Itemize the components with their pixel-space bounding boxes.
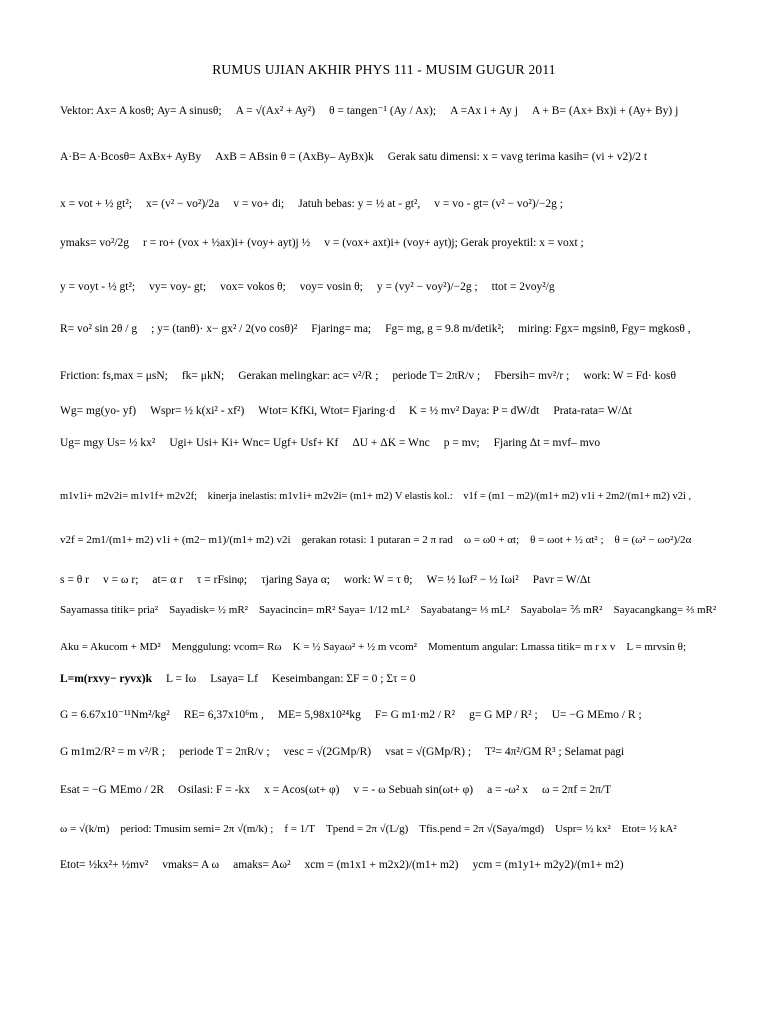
formula: s = θ r <box>60 574 89 586</box>
formula: ycm = (m1y1+ m2y2)/(m1+ m2) <box>472 859 624 871</box>
formula-line <box>60 490 728 504</box>
formula: Prata-rata= W/Δt <box>553 405 632 417</box>
formula: a = -ω² x <box>487 784 528 796</box>
formula-line <box>60 603 728 617</box>
formula-line <box>60 436 728 450</box>
formula: kinerja inelastis: m1v1i+ m2v2i= (m1+ m2) V elastis kol.: <box>207 491 453 502</box>
formula-line <box>60 236 728 250</box>
formula: Momentum angular: Lmassa titik= m r x v <box>427 641 616 653</box>
formula-line <box>60 104 728 118</box>
formula: p = mv; <box>443 437 480 449</box>
formula: θ = (ω² − ωo²)/2α <box>614 534 692 546</box>
formula-line <box>60 672 728 686</box>
formula-line <box>60 822 728 836</box>
formula: Fjaring Δt = mvf– mvo <box>493 437 601 449</box>
formula: x= (v² − vo²)/2a <box>146 198 220 210</box>
formula-line <box>60 150 728 164</box>
formula: L = Iω <box>166 673 197 685</box>
formula: periode T= 2πR/v ; <box>392 370 481 382</box>
formula: ΔU + ΔK = Wnc <box>352 437 430 449</box>
formula: RE= 6,37x10⁶m , <box>183 709 264 721</box>
formula: Wtot= KfKi, Wtot= Fjaring·d <box>258 405 395 417</box>
formula: F= G m1·m2 / R² <box>374 709 456 721</box>
formula: W= ½ Iωf² − ½ Iωi² <box>426 574 519 586</box>
formula: Lsaya= Lf <box>210 673 258 685</box>
formula: vox= vokos θ; <box>220 281 286 293</box>
formula: v2f = 2m1/(m1+ m2) v1i + (m2− m1)/(m1+ m2) v2i <box>60 534 291 546</box>
formula: Wspr= ½ k(xi² - xf²) <box>150 405 245 417</box>
formula: periode T = 2πR/v ; <box>179 746 270 758</box>
formula: Sayacangkang= ⅔ mR² <box>613 604 717 616</box>
formula: vmaks= A ω <box>162 859 220 871</box>
formula: work: W = τ θ; <box>343 574 413 586</box>
formula: r = ro+ (vox + ½ax)i+ (voy+ ayt)j ½ <box>143 237 311 249</box>
formula: ; y= (tanθ)· x− gx² / 2(vo cosθ)² <box>151 323 298 335</box>
formula-line <box>60 369 728 383</box>
formula: T²= 4π²/GM R³ ; Selamat pagi <box>485 746 625 758</box>
formula: vy= voy- gt; <box>149 281 207 293</box>
formula: AxB = ABsin θ = (AxBy– AyBx)k <box>215 151 374 163</box>
formula-line <box>60 533 728 547</box>
formula: τjaring Saya α; <box>261 574 330 586</box>
formula: y = voyt - ½ gt²; <box>60 281 136 293</box>
formula: v = vo+ di; <box>233 198 285 210</box>
formula: g= G MP / R² ; <box>469 709 538 721</box>
formula: period: Tmusim semi= 2π √(m/k) ; <box>120 823 274 835</box>
formula: Sayabatang= ⅓ mL² <box>420 604 510 616</box>
formula: Sayamassa titik= pria² <box>60 604 159 616</box>
formula: Gerakan melingkar: ac= v²/R ; <box>238 370 379 382</box>
formula: Fbersih= mv²/r ; <box>494 370 570 382</box>
formula: Jatuh bebas: y = ½ at - gt², <box>298 198 421 210</box>
formula: ymaks= vo²/2g <box>60 237 130 249</box>
formula: v1f = (m1 − m2)/(m1+ m2) v1i + 2m2/(m1+ m2) v2i , <box>463 491 692 502</box>
formula: U= −G MEmo / R ; <box>551 709 642 721</box>
formula: Osilasi: F = -kx <box>178 784 250 796</box>
formula-line <box>60 708 728 722</box>
formula: ω = ω0 + αt; <box>463 534 520 546</box>
formula: Aku = Akucom + MD² <box>60 641 161 653</box>
formula: y = (vy² − voy²)/−2g ; <box>376 281 478 293</box>
formula: Wg= mg(yo- yf) <box>60 405 137 417</box>
formula: Sayabola= ⅖ mR² <box>520 604 603 616</box>
formula: x = Acos(ωt+ φ) <box>264 784 340 796</box>
formula: K = ½ mv² Daya: P = dW/dt <box>408 405 540 417</box>
formula: fk= μkN; <box>181 370 225 382</box>
formula: Sayadisk= ½ mR² <box>169 604 248 616</box>
formula: miring: Fgx= mgsinθ, Fgy= mgkosθ , <box>518 323 691 335</box>
formula-line <box>60 280 728 294</box>
formula: x = vot + ½ gt²; <box>60 198 133 210</box>
formula: A·B= A·Bcosθ= AxBx+ AyBy <box>60 151 202 163</box>
formula: v = vo - gt= (v² − vo²)/−2g ; <box>434 198 563 210</box>
formula: gerakan rotasi: 1 putaran = 2 π rad <box>301 534 453 546</box>
formula: Etot= ½kx²+ ½mv² <box>60 859 149 871</box>
formula: Pavr = W/Δt <box>532 574 591 586</box>
formula: τ = rFsinφ; <box>196 574 248 586</box>
formula: A = √(Ax² + Ay²) <box>235 105 316 117</box>
formula-line <box>60 404 728 418</box>
formula: Friction: fs,max = μsN; <box>60 370 168 382</box>
formula-line <box>60 858 728 872</box>
formula: G = 6.67x10⁻¹¹Nm²/kg² <box>60 709 170 721</box>
formula: G m1m2/R² = m v²/R ; <box>60 746 166 758</box>
formula: R= vo² sin 2θ / g <box>60 323 138 335</box>
formula-line <box>60 745 728 759</box>
formula-line <box>60 783 728 797</box>
formula: Fg= mg, g = 9.8 m/detik²; <box>385 323 505 335</box>
formula: A + B= (Ax+ Bx)i + (Ay+ By) j <box>531 105 679 117</box>
formula: ω = 2πf = 2π/T <box>541 784 612 796</box>
formula: Fjaring= ma; <box>311 323 372 335</box>
formula: Sayacincin= mR² Saya= 1/12 mL² <box>258 604 410 616</box>
formula: ME= 5,98x10²⁴kg <box>277 709 361 721</box>
formula-line <box>60 573 728 587</box>
formula: Tpend = 2π √(L/g) <box>326 823 409 835</box>
formula: Menggulung: vcom= Rω <box>171 641 282 653</box>
formula: f = 1/T <box>284 823 316 835</box>
formula: xcm = (m1x1 + m2x2)/(m1+ m2) <box>304 859 459 871</box>
formula: vsat = √(GMp/R) ; <box>385 746 472 758</box>
formula: L = mrvsin θ; <box>626 641 687 653</box>
formula: Etot= ½ kA² <box>621 823 677 835</box>
formula-line <box>60 197 728 211</box>
formula: Ugi+ Usi+ Ki+ Wnc= Ugf+ Usf+ Kf <box>169 437 339 449</box>
formula-line <box>60 322 728 336</box>
formula: amaks= Aω² <box>233 859 291 871</box>
formula: work: W = Fd· kosθ <box>583 370 677 382</box>
formula-line <box>60 640 728 654</box>
formula: Vektor: Ax= A kosθ; Ay= A sinusθ; <box>60 105 222 117</box>
formula: v = ω r; <box>102 574 139 586</box>
formula: Gerak satu dimensi: x = vavg terima kasih= (vi + v2)/2 t <box>387 151 648 163</box>
document-title: RUMUS UJIAN AKHIR PHYS 111 - MUSIM GUGUR 2011 <box>212 62 556 77</box>
formula: L=m(rxvy− ryvx)k <box>60 673 152 685</box>
formula: ω = √(k/m) <box>60 823 110 835</box>
formula: at= α r <box>152 574 183 586</box>
formula: K = ½ Sayaω² + ½ m vcom² <box>292 641 417 653</box>
formula: voy= vosin θ; <box>299 281 363 293</box>
formula: v = (vox+ axt)i+ (voy+ ayt)j; Gerak proyektil: x = voxt ; <box>324 237 584 249</box>
formula: θ = tangen⁻¹ (Ay / Ax); <box>329 105 437 117</box>
formula: ttot = 2voy²/g <box>491 281 555 293</box>
formula: Keseimbangan: ΣF = 0 ; Στ = 0 <box>271 673 416 685</box>
formula: A =Ax i + Ay j <box>450 105 518 117</box>
formula: θ = ωot + ½ αt² ; <box>530 534 604 546</box>
formula: vesc = √(2GMp/R) <box>283 746 372 758</box>
formula: Ug= mgy Us= ½ kx² <box>60 437 156 449</box>
formula: Uspr= ½ kx² <box>555 823 611 835</box>
formula: v = - ω Sebuah sin(ωt+ φ) <box>353 784 474 796</box>
formula: Tfis.pend = 2π √(Saya/mgd) <box>419 823 544 835</box>
formula: Esat = −G MEmo / 2R <box>60 784 165 796</box>
formula: m1v1i+ m2v2i= m1v1f+ m2v2f; <box>60 491 198 502</box>
